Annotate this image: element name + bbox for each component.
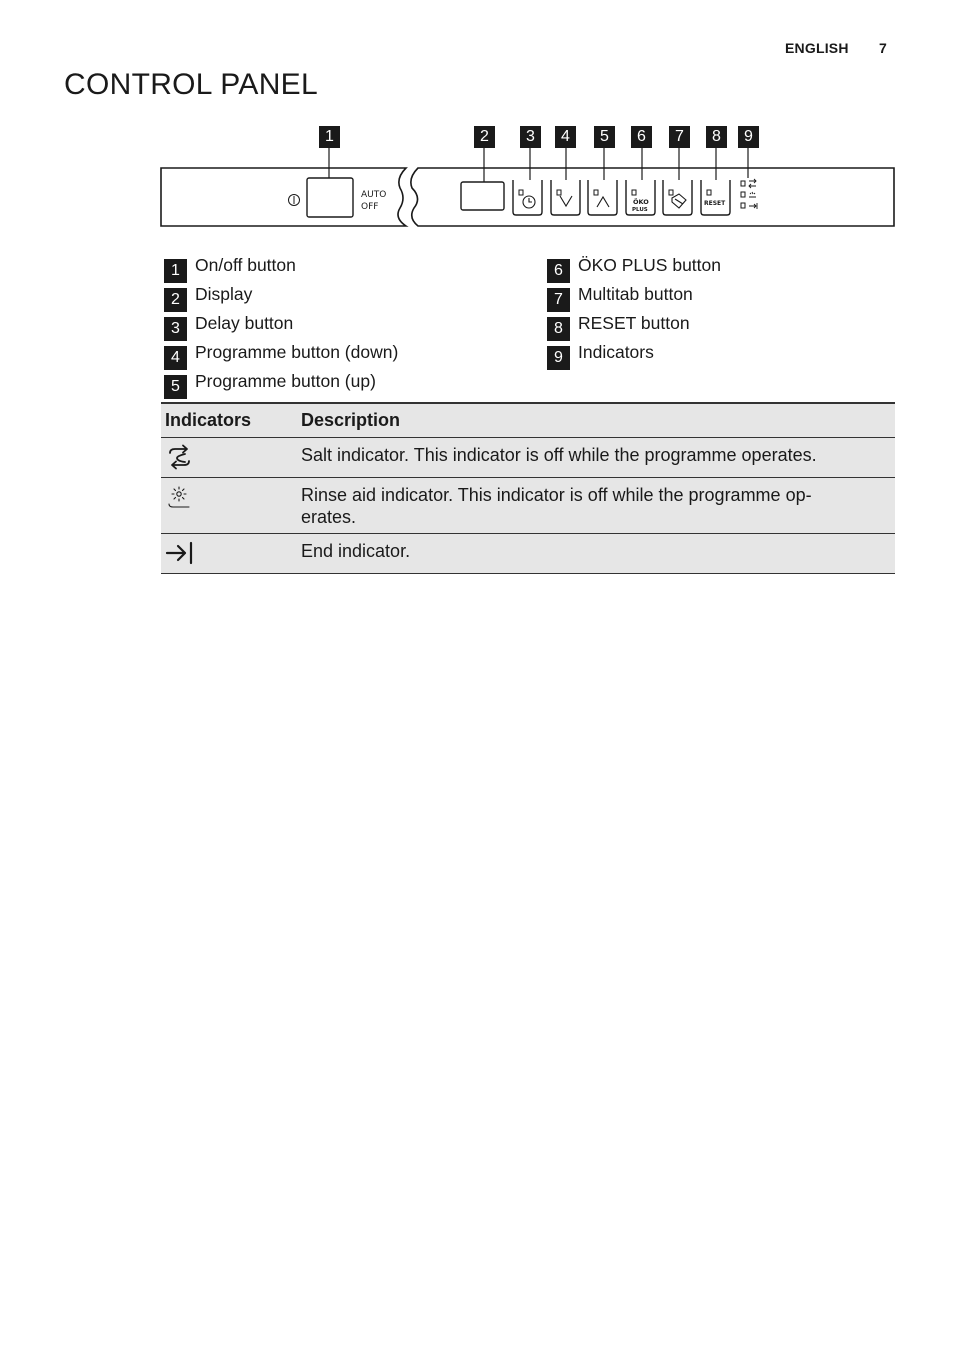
page-header — [780, 40, 900, 58]
callout-9: 9 — [738, 126, 759, 148]
rinse-aid-indicator-icon — [165, 484, 195, 510]
callout-4: 4 — [555, 126, 576, 148]
callout-6: 6 — [631, 126, 652, 148]
indicators-table — [161, 402, 895, 574]
salt-indicator-description: Salt indicator. This indicator is off while the programme operates. — [301, 445, 817, 465]
legend-number: 7 — [547, 288, 570, 312]
legend-number: 4 — [164, 346, 187, 370]
legend-number: 5 — [164, 375, 187, 399]
header-language: ENGLISH — [785, 40, 849, 56]
legend-number: 3 — [164, 317, 187, 341]
table-row — [161, 478, 895, 534]
description-line: erates. — [301, 507, 357, 527]
legend-label: Programme button (up) — [195, 371, 376, 391]
column-header-indicators: Indicators — [161, 403, 301, 438]
callout-5: 5 — [594, 126, 615, 148]
legend-number: 9 — [547, 346, 570, 370]
on-off-button-drawing — [289, 178, 354, 217]
rinse-aid-small-icon — [749, 192, 756, 197]
legend-label: Indicators — [578, 342, 654, 362]
callout-1: 1 — [319, 126, 340, 148]
table-row — [161, 438, 895, 478]
end-small-icon — [749, 203, 757, 209]
delay-button-drawing — [513, 180, 542, 215]
rinse-aid-indicator-description — [301, 484, 895, 528]
reset-label: RESET — [704, 200, 726, 207]
multitab-button-drawing — [663, 180, 692, 215]
auto-label: AUTO — [361, 190, 387, 200]
legend-label: Multitab button — [578, 284, 693, 304]
callout-7: 7 — [669, 126, 690, 148]
callout-8: 8 — [706, 126, 727, 148]
salt-indicator-icon — [165, 444, 195, 470]
page-number: 7 — [879, 40, 887, 56]
end-indicator-description: End indicator. — [301, 541, 411, 561]
callout-2: 2 — [474, 126, 495, 148]
reset-button-drawing — [701, 180, 730, 215]
legend-number: 8 — [547, 317, 570, 341]
plus-label: PLUS — [632, 207, 648, 213]
oko-label: ÖKO — [633, 198, 649, 206]
column-header-description: Description — [301, 403, 895, 438]
legend-number: 1 — [164, 259, 187, 283]
table-row — [161, 534, 895, 574]
callout-3: 3 — [520, 126, 541, 148]
programme-down-button-drawing — [551, 180, 580, 215]
panel-drawing — [160, 124, 900, 234]
page-title: CONTROL PANEL — [64, 68, 318, 101]
table-header-row — [161, 403, 895, 438]
legend-number: 2 — [164, 288, 187, 312]
off-label: OFF — [361, 202, 379, 212]
legend-label: Programme button (down) — [195, 342, 399, 362]
salt-small-icon — [749, 179, 756, 188]
legend-label: On/off button — [195, 255, 296, 275]
legend-label: Delay button — [195, 313, 294, 333]
control-panel-diagram — [160, 124, 900, 234]
display-drawing — [461, 182, 504, 210]
end-indicator-icon — [165, 540, 195, 566]
legend — [0, 252, 954, 402]
legend-label: RESET button — [578, 313, 690, 333]
legend-label: Display — [195, 284, 253, 304]
description-line: Rinse aid indicator. This indicator is off while the programme op- — [301, 485, 812, 505]
legend-label: ÖKO PLUS button — [578, 255, 721, 275]
legend-number: 6 — [547, 259, 570, 283]
